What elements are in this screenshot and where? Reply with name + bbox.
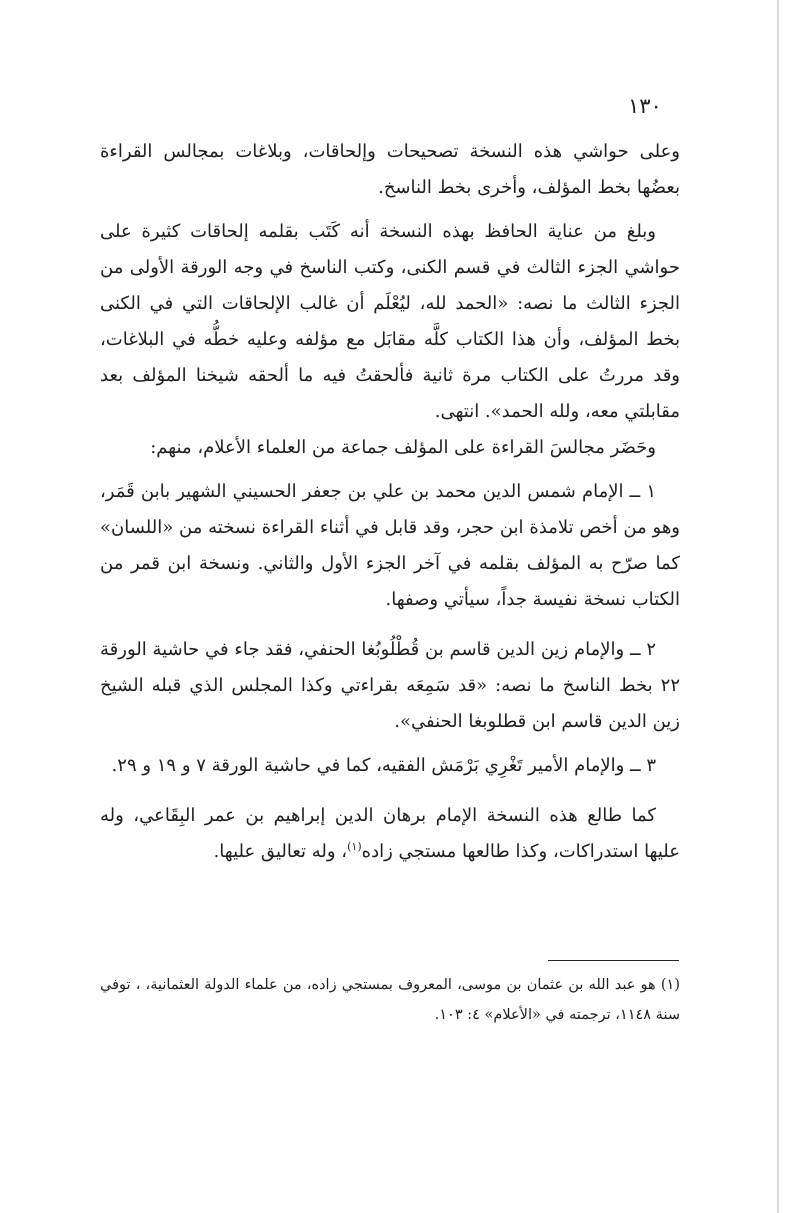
paragraph-manuscript-margins: وعلى حواشي هذه النسخة تصحيحات وإلحاقات، وبلاغات بمجالس القراءة بعضُها بخط المؤلف، وأخرى بخط الناسخ. [100, 141, 680, 198]
paragraph-hafiz-additions: وبلغ من عناية الحافظ بهذه النسخة أنه كَتَب بقلمه إلحاقات كثيرة على حواشي الجزء الثالث في قسم الكنى، وكتب الناسخ في وجه الورقة الأولى من الجزء الثالث ما نصه: «الحمد لله، ليُعْلَم أن غالب الإلحاقات التي في الكنى بخط المؤلف، وأن هذا الكتاب كلَّه مقابَل مع مؤلفه وعليه خطُّه في البلاغات، وقد مررتُ على الكتاب مرة ثانية فألحقتُ فيه ما ألحقه شيخنا المؤلف بعد مقابلتي معه، ولله الحمد». انتهى. [100, 221, 680, 422]
paragraph-attendees-intro: وحَضَر مجالسَ القراءة على المؤلف جماعة من العلماء الأعلام، منهم: [150, 437, 656, 458]
biqai-text-end: ، وله تعاليق عليها. [213, 841, 348, 862]
list-item-qutlubugha: ٢ ــ والإمام زين الدين قاسم بن قُطْلُوبُغا الحنفي، فقد جاء في حاشية الورقة ٢٢ بخط الناسخ ما نصه: «قد سَمِعَه بقراءتي وكذا المجلس الذي قبله الشيخ زين الدين قاسم ابن قطلوبغا الحنفي». [100, 639, 680, 732]
footnote-reference: (١) [347, 840, 362, 853]
page-edge-line [777, 0, 779, 1213]
biqai-text: كما طالع هذه النسخة الإمام برهان الدين إبراهيم بن عمر البِقَاعي، وله عليها استدراكات، وكذا طالعها مستجي زاده [100, 805, 680, 862]
list-item-ibn-qamar: ١ ــ الإمام شمس الدين محمد بن علي بن جعفر الحسيني الشهير بابن قَمَر، وهو من أخص تلامذة ابن حجر، وقد قابل في أثناء القراءة نسخته من «اللسان» كما صرّح به المؤلف بقلمه في آخر الجزء الأول والثاني. ونسخة ابن قمر من الكتاب نسخة نفيسة جداً، سيأتي وصفها. [100, 481, 680, 610]
page-number: ١٣٠ [628, 94, 662, 118]
paragraph-biqai [100, 798, 680, 870]
body-text [100, 134, 680, 870]
list-item-taghri-barmash: ٣ ــ والإمام الأمير تَغْرِي بَرْمَش الفقيه، كما في حاشية الورقة ٧ و ١٩ و ٢٩. [111, 755, 656, 776]
footnote: (١) هو عبد الله بن عثمان بن موسى، المعروف بمستجي زاده، من علماء الدولة العثمانية، ، توفي سنة ١١٤٨، ترجمته في «الأعلام» ٤: ١٠٣. [100, 977, 680, 1023]
footnote-divider [548, 960, 679, 961]
